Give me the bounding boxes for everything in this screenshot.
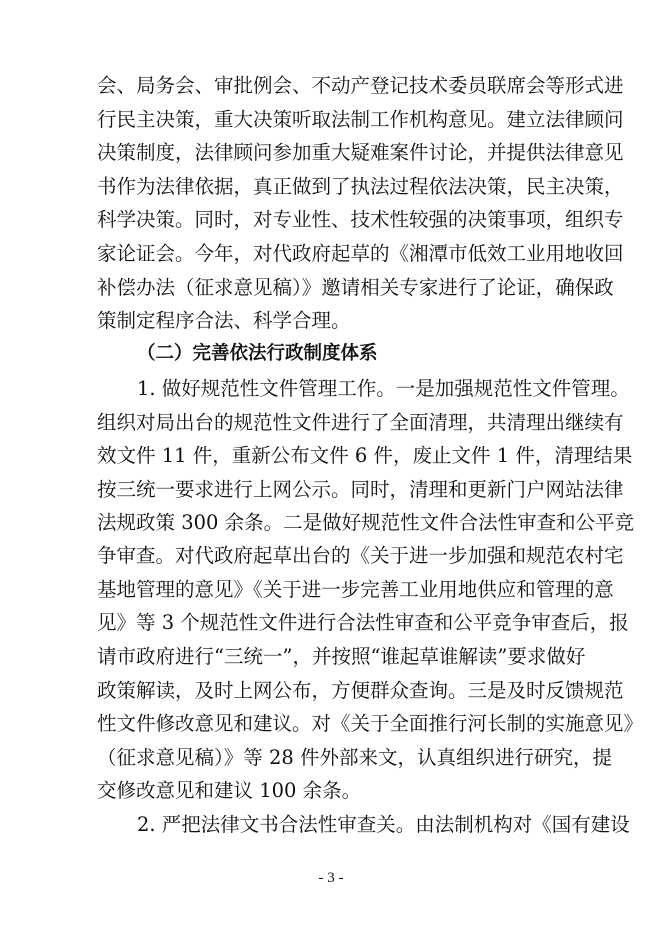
paragraph-line: 策制定程序合法、科学合理。 [97,309,351,332]
paragraph-line: 1. 做好规范性文件管理工作。一是加强规范性文件管理。 [137,377,630,400]
paragraph-line: 按三统一要求进行上网公示。同时，清理和更新门户网站法律 [97,478,624,501]
paragraph-line: 补偿办法（征求意见稿）》邀请相关专家进行了论证，确保政 [97,276,614,299]
section-heading: （二）完善依法行政制度体系 [137,343,378,364]
paragraph-line: 交修改意见和建议 100 余条。 [97,779,362,802]
paragraph-line: 家论证会。今年，对代政府起草的《湘潭市低效工业用地收回 [97,242,624,265]
paragraph-line: 请市政府进行“三统一”，并按照“谁起草谁解读”要求做好 [97,645,586,668]
paragraph-line: 性文件修改意见和建议。对《关于全面推行河长制的实施意见》 [97,712,644,735]
paragraph-line: 争审查。对代政府起草出台的《关于进一步加强和规范农村宅 [97,544,624,567]
paragraph-line: 见》等 3 个规范性文件进行合法性审查和公平竞争审查后，报 [97,611,629,634]
paragraph-line: 行民主决策，重大决策听取法制工作机构意见。建立法律顾问 [97,108,624,131]
paragraph-line: 效文件 11 件，重新公布文件 6 件，废止文件 1 件，清理结果 [97,444,633,467]
paragraph-line: 书作为法律依据，真正做到了执法过程依法决策，民主决策， [97,175,624,198]
paragraph-line: 基地管理的意见》《关于进一步完善工业用地供应和管理的意 [97,578,614,601]
page-number: - 3 - [318,870,344,886]
paragraph-line: 组织对局出台的规范性文件进行了全面清理，共清理出继续有 [97,411,624,434]
paragraph-line: 政策解读，及时上网公布，方便群众查询。三是及时反馈规范 [97,679,624,702]
paragraph-line: 决策制度，法律顾问参加重大疑难案件讨论，并提供法律意见 [97,141,624,164]
paragraph-line: （征求意见稿）》等 28 件外部来文，认真组织进行研究，提 [97,746,612,769]
paragraph-line: 会、局务会、审批例会、不动产登记技术委员联席会等形式进 [97,74,624,97]
paragraph-line: 2. 严把法律文书合法性审查关。由法制机构对《国有建设 [137,813,630,836]
paragraph-line: 科学决策。同时，对专业性、技术性较强的决策事项，组织专 [97,208,624,231]
paragraph-line: 法规政策 300 余条。二是做好规范性文件合法性审查和公平竞 [97,511,635,534]
